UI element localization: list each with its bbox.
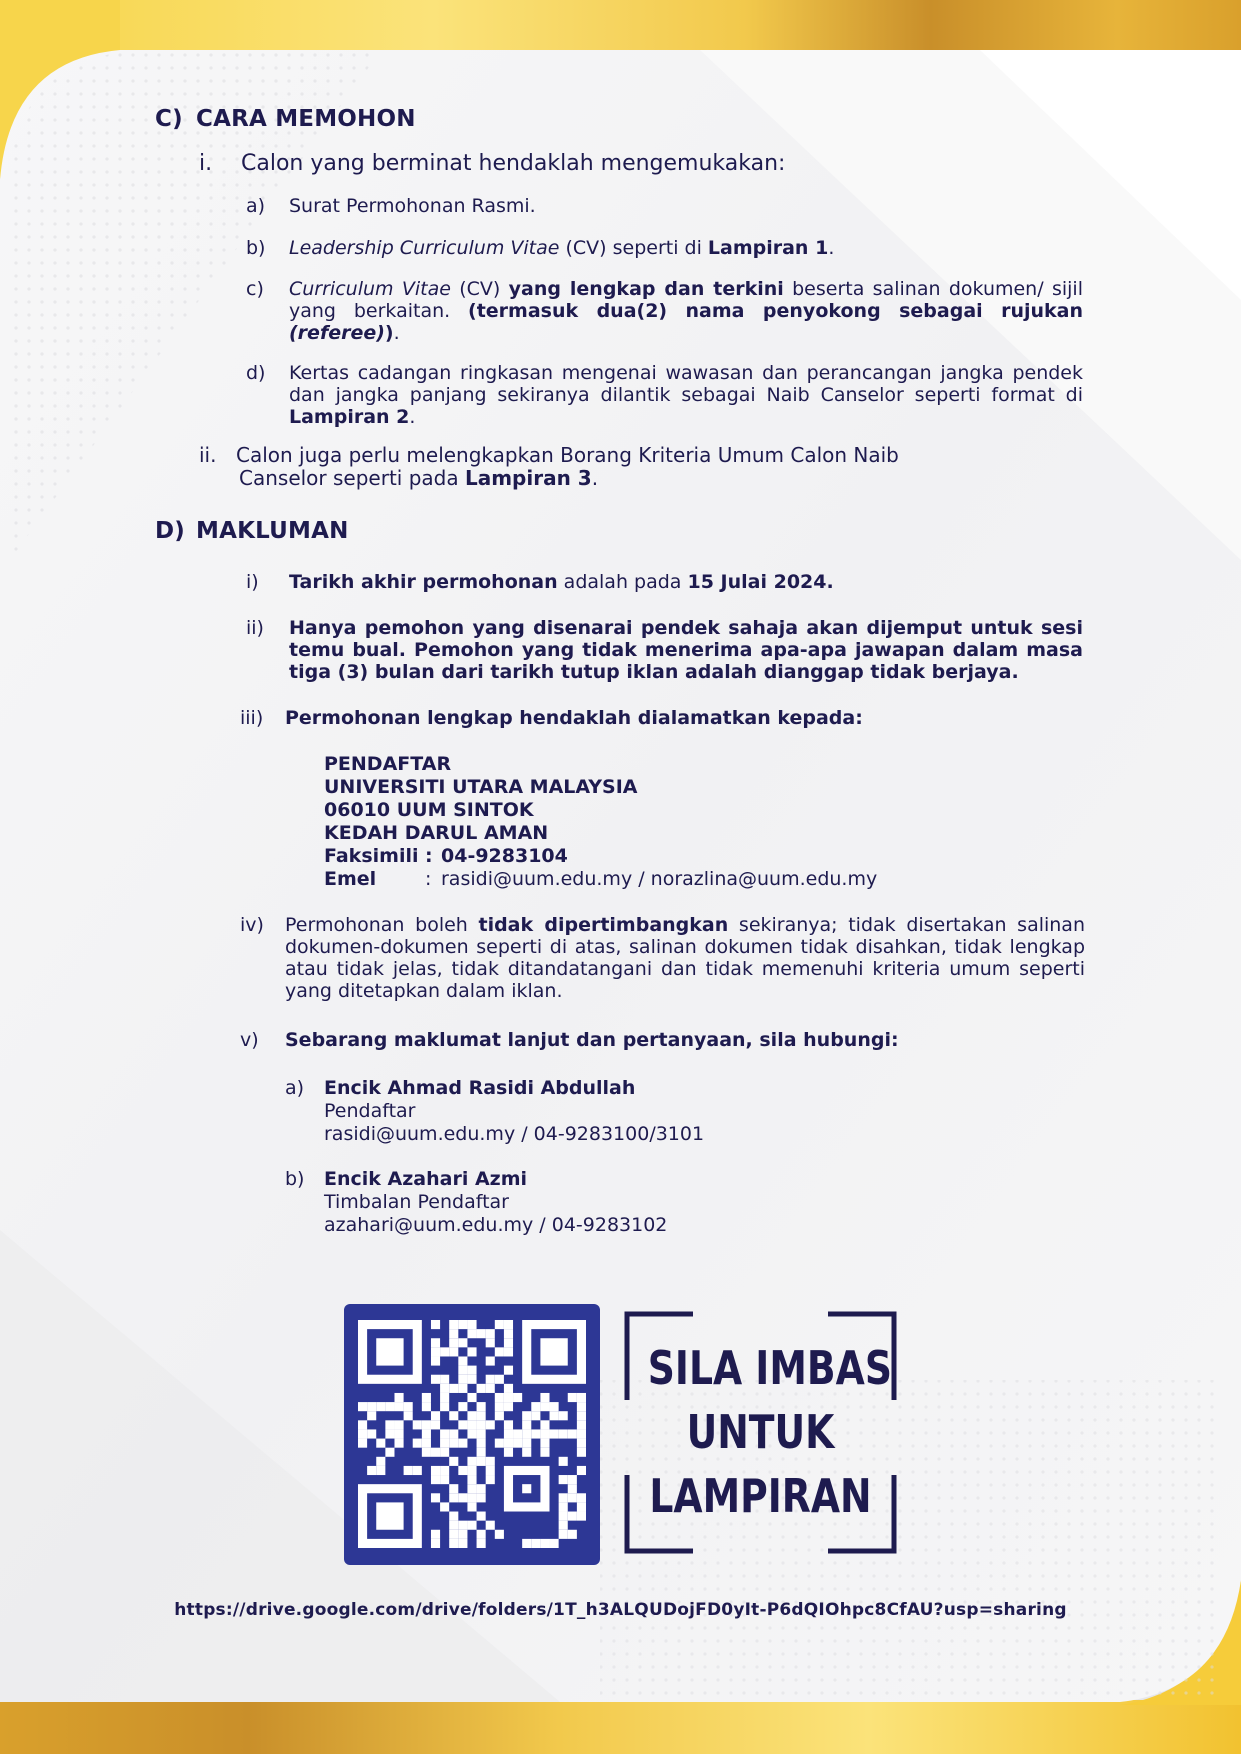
qr-module [376, 1457, 385, 1466]
qr-module [458, 1466, 467, 1475]
qr-module [486, 1420, 495, 1429]
qr-module [522, 1420, 531, 1429]
qr-module [477, 1512, 486, 1521]
qr-module [422, 1448, 431, 1457]
qr-module [449, 1429, 458, 1438]
qr-module [458, 1493, 467, 1502]
qr-module [486, 1338, 495, 1347]
qr-module [376, 1402, 385, 1411]
fax-label: Faksimili [324, 845, 419, 867]
qr-module [449, 1439, 458, 1448]
qr-module [449, 1530, 458, 1539]
qr-module [440, 1439, 449, 1448]
qr-module [540, 1439, 549, 1448]
qr-module [431, 1375, 440, 1384]
contact-name: Encik Azahari Azmi [324, 1168, 528, 1190]
qr-module [486, 1329, 495, 1338]
plain-text: . [591, 466, 599, 490]
qr-module [477, 1402, 486, 1411]
qr-module [513, 1439, 522, 1448]
qr-module [367, 1402, 376, 1411]
scan-line: LAMPIRAN [649, 1469, 872, 1523]
qr-module [449, 1384, 458, 1393]
section-c-label: C) [155, 106, 183, 132]
qr-module [431, 1466, 440, 1475]
qr-module [486, 1384, 495, 1393]
qr-module [540, 1420, 549, 1429]
qr-module [577, 1420, 586, 1429]
qr-module [477, 1329, 486, 1338]
qr-module [477, 1448, 486, 1457]
qr-module [522, 1448, 531, 1457]
plain-text: . [393, 322, 400, 344]
qr-module [477, 1429, 486, 1438]
qr-module [467, 1375, 476, 1384]
bold-text: (termasuk dua(2) nama penyokong sebagai rujukan [468, 300, 1083, 322]
qr-code-pattern [358, 1320, 586, 1548]
qr-module [431, 1347, 440, 1356]
qr-module [376, 1338, 403, 1365]
qr-module [449, 1493, 458, 1502]
list-marker: d) [246, 362, 266, 384]
qr-module [550, 1429, 559, 1438]
qr-module [559, 1502, 568, 1511]
qr-module [431, 1493, 440, 1502]
qr-module [422, 1429, 431, 1438]
qr-module [376, 1439, 385, 1448]
qr-module [477, 1493, 486, 1502]
scan-instruction [647, 1336, 892, 1528]
list-marker: i. [199, 151, 213, 176]
qr-module [477, 1420, 486, 1429]
qr-module [559, 1530, 568, 1539]
qr-module [458, 1521, 467, 1530]
qr-module [467, 1521, 476, 1530]
qr-module [495, 1411, 504, 1420]
list-item-text: Hanya pemohon yang disenarai pendek sahaja akan dijemput untuk sesi temu bual. Pemohon yang tidak menerima apa-apa jawapan dalam masa tiga (3) bulan dari tarikh tutup iklan adalah dianggap tidak berjaya. [289, 617, 1083, 683]
qr-module [467, 1393, 476, 1402]
bold-text: Lampiran 3 [464, 466, 592, 490]
qr-module [504, 1329, 513, 1338]
qr-module [458, 1356, 467, 1365]
qr-module [577, 1448, 586, 1457]
qr-module [385, 1420, 394, 1429]
qr-module [440, 1393, 449, 1402]
qr-module [559, 1475, 568, 1484]
qr-module [504, 1366, 513, 1375]
qr-module [495, 1530, 504, 1539]
qr-module [367, 1466, 376, 1475]
qr-module [568, 1493, 577, 1502]
list-marker: c) [246, 278, 264, 300]
qr-module [568, 1393, 577, 1402]
qr-module [540, 1402, 549, 1411]
qr-module [440, 1475, 449, 1484]
qr-module [577, 1502, 586, 1511]
qr-module [477, 1457, 486, 1466]
section-d-heading [155, 518, 349, 544]
qr-module [504, 1439, 513, 1448]
plain-text: (CV) [450, 278, 509, 300]
qr-module [568, 1475, 577, 1484]
list-item-text [285, 914, 1085, 1002]
plain-text: Canselor seperti pada [239, 466, 465, 490]
plain-text: adalah pada [557, 571, 688, 593]
qr-module [504, 1393, 513, 1402]
bold-text: 15 Julai 2024. [687, 571, 834, 593]
qr-module [404, 1466, 413, 1475]
qr-module [467, 1366, 476, 1375]
list-item-text: Calon juga perlu melengkapkan Borang Kriteria Umum Calon Naib [236, 443, 899, 467]
qr-module [422, 1393, 431, 1402]
qr-module [467, 1502, 476, 1511]
list-item-text: Permohonan lengkap hendaklah dialamatkan kepada: [285, 707, 863, 729]
qr-module [467, 1420, 476, 1429]
qr-module [431, 1475, 440, 1484]
qr-module [504, 1429, 513, 1438]
list-item-text: Sebarang maklumat lanjut dan pertanyaan, sila hubungi: [285, 1029, 899, 1051]
qr-module [358, 1439, 367, 1448]
qr-module [513, 1429, 522, 1438]
qr-module [577, 1402, 586, 1411]
qr-module [394, 1402, 403, 1411]
qr-module [504, 1448, 513, 1457]
qr-module [385, 1429, 394, 1438]
qr-module [394, 1393, 403, 1402]
list-marker: ii. [199, 443, 217, 467]
qr-module [522, 1484, 531, 1493]
qr-module [486, 1475, 495, 1484]
italic-text: Curriculum Vitae [289, 278, 451, 300]
qr-code[interactable] [344, 1304, 600, 1565]
list-item-text [289, 571, 1079, 593]
qr-module [358, 1402, 367, 1411]
qr-module [449, 1347, 458, 1356]
qr-module [568, 1484, 577, 1493]
contact-body [324, 1077, 704, 1146]
qr-module [550, 1402, 559, 1411]
qr-module [495, 1347, 504, 1356]
qr-module [458, 1320, 467, 1329]
qr-module [531, 1411, 540, 1420]
plain-text: Kertas cadangan ringkasan mengenai wawasan dan perancangan jangka pendek dan jangka panjang sekiranya dilantik sebagai Naib Canselor seperti format di [289, 362, 1083, 406]
qr-module [458, 1366, 467, 1375]
qr-module [495, 1375, 504, 1384]
qr-module [559, 1521, 568, 1530]
qr-module [486, 1521, 495, 1530]
qr-module [431, 1411, 440, 1420]
qr-module [477, 1411, 486, 1420]
contact-details[interactable]: rasidi@uum.edu.my / 04-9283100/3101 [324, 1123, 705, 1145]
qr-module [449, 1329, 458, 1338]
qr-module [385, 1402, 394, 1411]
section-c-title: CARA MEMOHON [196, 106, 416, 132]
fax-row [324, 845, 877, 868]
qr-module [394, 1429, 403, 1438]
qr-module [531, 1429, 540, 1438]
qr-module [467, 1466, 476, 1475]
qr-module [458, 1530, 467, 1539]
plain-text: (CV) seperti di [559, 237, 708, 259]
qr-module [467, 1475, 476, 1484]
qr-module [458, 1384, 467, 1393]
list-item-text: Calon yang berminat hendaklah mengemukakan: [241, 151, 786, 176]
bold-text: Lampiran 2 [289, 406, 410, 428]
qr-module [495, 1320, 504, 1329]
qr-module [559, 1457, 568, 1466]
scan-callout [623, 1310, 898, 1555]
qr-module [440, 1384, 449, 1393]
mailing-address [324, 753, 877, 891]
qr-module [504, 1420, 513, 1429]
list-item-text [289, 237, 1079, 259]
bold-text: Tarikh akhir permohonan [289, 571, 558, 593]
qr-module [385, 1448, 394, 1457]
qr-module [568, 1429, 577, 1438]
qr-module [568, 1530, 577, 1539]
qr-module [522, 1539, 531, 1548]
contact-body [324, 1168, 667, 1237]
email-separator: : [425, 868, 432, 890]
qr-module [449, 1484, 458, 1493]
list-marker: a) [246, 195, 266, 217]
qr-module [577, 1512, 586, 1521]
list-marker: b) [285, 1168, 305, 1190]
qr-module [449, 1521, 458, 1530]
qr-module [449, 1320, 458, 1329]
qr-module [413, 1439, 422, 1448]
qr-module [540, 1393, 549, 1402]
address-line: KEDAH DARUL AMAN [324, 822, 549, 844]
list-item-text-line2 [239, 467, 999, 490]
qr-module [440, 1402, 449, 1411]
qr-module [577, 1411, 586, 1420]
fax-value: 04-9283104 [441, 845, 568, 867]
qr-module [477, 1439, 486, 1448]
section-c-heading [155, 106, 416, 132]
qr-module [577, 1439, 586, 1448]
qr-module [504, 1320, 513, 1329]
qr-module [522, 1411, 531, 1420]
qr-module [422, 1439, 431, 1448]
section-d-label: D) [155, 518, 186, 544]
fax-separator: : [425, 845, 433, 867]
bold-italic-text: (referee) [289, 322, 385, 344]
section-d-title: MAKLUMAN [196, 518, 349, 544]
qr-module [431, 1530, 440, 1539]
qr-module [467, 1320, 476, 1329]
qr-module [577, 1493, 586, 1502]
list-marker: b) [246, 237, 266, 259]
qr-module [431, 1420, 440, 1429]
plain-text: . [828, 237, 835, 259]
qr-module [449, 1457, 458, 1466]
qr-module [394, 1420, 403, 1429]
qr-module [486, 1457, 495, 1466]
scan-line: UNTUK [686, 1405, 835, 1459]
qr-module [559, 1493, 568, 1502]
qr-module [495, 1393, 504, 1402]
bold-text: ) [384, 322, 394, 344]
qr-module [458, 1375, 467, 1384]
address-line: UNIVERSITI UTARA MALAYSIA [324, 776, 638, 798]
email-label: Emel [324, 868, 377, 890]
qr-module [467, 1493, 476, 1502]
qr-module [440, 1375, 449, 1384]
qr-module [431, 1356, 440, 1365]
qr-module [440, 1502, 449, 1511]
qr-module [495, 1402, 504, 1411]
qr-module [431, 1320, 440, 1329]
qr-module [504, 1402, 513, 1411]
qr-module [477, 1530, 486, 1539]
plain-text: beserta salinan dokumen/ sijil yang berkaitan. [289, 278, 1083, 322]
email-value[interactable]: rasidi@uum.edu.my / norazlina@uum.edu.my [441, 868, 878, 890]
qr-module [458, 1402, 467, 1411]
qr-module [531, 1539, 540, 1548]
qr-module [458, 1539, 467, 1548]
qr-module [404, 1402, 413, 1411]
qr-module [477, 1484, 486, 1493]
qr-module [467, 1484, 476, 1493]
qr-module [540, 1448, 549, 1457]
plain-text: . [409, 406, 416, 428]
qr-module [358, 1420, 367, 1429]
qr-module [577, 1429, 586, 1438]
qr-module [486, 1356, 495, 1365]
qr-module [486, 1375, 495, 1384]
contact-position: Timbalan Pendaftar [324, 1191, 509, 1213]
list-item-text: Surat Permohonan Rasmi. [289, 195, 536, 217]
plain-text: sekiranya; tidak disertakan salinan dokumen-dokumen seperti di atas, salinan dokumen tidak disahkan, tidak lengkap atau tidak jelas, tidak ditandatangani dan tidak memenuhi kriteria umum seperti yang ditetapkan dalam iklan. [285, 914, 1085, 1002]
qr-module [550, 1539, 559, 1548]
qr-module [431, 1338, 440, 1347]
qr-module [495, 1439, 504, 1448]
list-marker: i) [246, 571, 259, 593]
bold-text: yang lengkap dan terkini [508, 278, 784, 300]
qr-module [440, 1466, 449, 1475]
qr-module [449, 1338, 458, 1347]
qr-module [504, 1347, 513, 1356]
list-item-text [289, 362, 1083, 428]
qr-module [467, 1347, 476, 1356]
qr-module [577, 1466, 586, 1475]
qr-module [559, 1512, 568, 1521]
qr-module [467, 1329, 476, 1338]
qr-module [449, 1539, 458, 1548]
qr-module [522, 1439, 531, 1448]
qr-module [422, 1420, 431, 1429]
qr-module [440, 1347, 449, 1356]
list-marker: ii) [246, 617, 264, 639]
qr-module [550, 1411, 559, 1420]
contact-position: Pendaftar [324, 1100, 416, 1122]
qr-module [431, 1539, 440, 1548]
qr-module [458, 1420, 467, 1429]
qr-module [568, 1512, 577, 1521]
qr-module [513, 1393, 522, 1402]
qr-module [449, 1411, 458, 1420]
bold-text: tidak dipertimbangkan [478, 914, 729, 936]
contact-name: Encik Ahmad Rasidi Abdullah [324, 1077, 636, 1099]
qr-module [404, 1411, 413, 1420]
qr-module [467, 1411, 476, 1420]
qr-module [486, 1466, 495, 1475]
scan-line: SILA IMBAS [647, 1341, 892, 1395]
qr-module [440, 1448, 449, 1457]
qr-module [458, 1338, 467, 1347]
list-marker: iii) [240, 707, 264, 729]
list-marker: iv) [240, 914, 264, 936]
attachment-link[interactable]: https://drive.google.com/drive/folders/1T_h3ALQUDojFD0yIt-P6dQIOhpc8CfAU?usp=sharing [174, 1600, 1067, 1620]
qr-module [413, 1466, 422, 1475]
qr-module [467, 1457, 476, 1466]
address-line: PENDAFTAR [324, 753, 452, 775]
qr-module [449, 1512, 458, 1521]
qr-module [504, 1384, 513, 1393]
email-row [324, 868, 877, 891]
qr-module [376, 1466, 385, 1475]
qr-module [540, 1338, 567, 1365]
qr-module [394, 1439, 403, 1448]
qr-module [540, 1429, 549, 1438]
list-marker: v) [240, 1029, 259, 1051]
list-marker: a) [285, 1077, 305, 1099]
contact-details[interactable]: azahari@uum.edu.my / 04-9283102 [324, 1214, 668, 1236]
qr-module [522, 1429, 531, 1438]
qr-module [467, 1429, 476, 1438]
qr-module [531, 1402, 540, 1411]
qr-module [577, 1393, 586, 1402]
list-item-text [289, 278, 1083, 344]
plain-text: Permohonan boleh [285, 914, 479, 936]
qr-module [440, 1429, 449, 1438]
qr-module [477, 1384, 486, 1393]
qr-module [559, 1429, 568, 1438]
qr-module [367, 1411, 376, 1420]
qr-module [458, 1439, 467, 1448]
qr-module [358, 1429, 367, 1438]
qr-module [540, 1539, 549, 1548]
qr-module [367, 1429, 376, 1438]
italic-text: Leadership Curriculum Vitae [289, 237, 560, 259]
address-line: 06010 UUM SINTOK [324, 799, 534, 821]
qr-module [376, 1502, 403, 1529]
qr-module [559, 1411, 568, 1420]
qr-module [504, 1338, 513, 1347]
qr-module [477, 1539, 486, 1548]
bold-text: Lampiran 1 [707, 237, 829, 259]
qr-module [422, 1402, 431, 1411]
qr-module [413, 1420, 422, 1429]
qr-module [431, 1448, 440, 1457]
